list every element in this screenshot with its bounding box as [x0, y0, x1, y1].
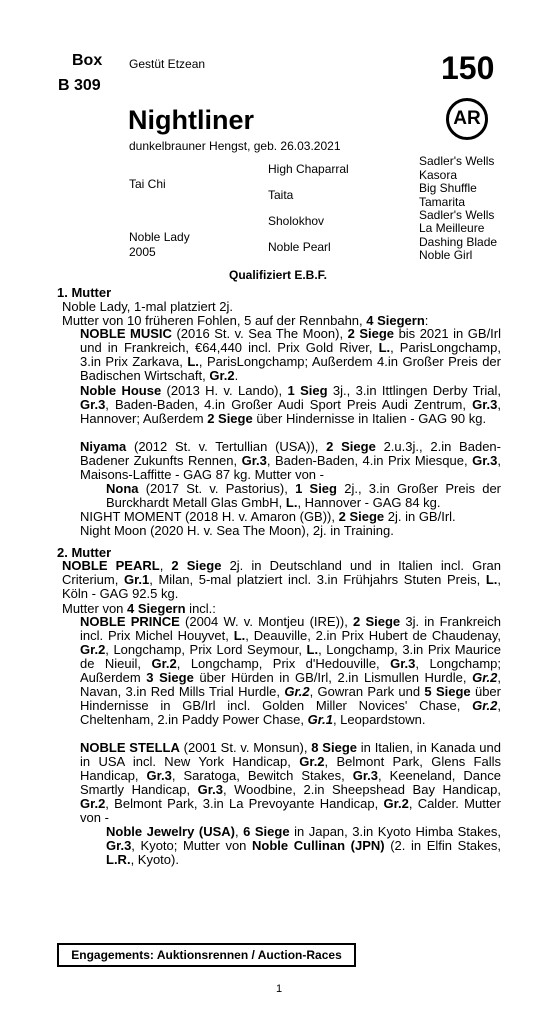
- horse-description: dunkelbrauner Hengst, geb. 26.03.2021: [129, 139, 341, 153]
- g3-ancestor: Noble Girl: [419, 248, 473, 262]
- lot-number: 150: [441, 50, 495, 86]
- g3-ancestor: Tamarita: [419, 195, 466, 209]
- progeny-noble-house: Noble House (2013 H. v. Lando), 1 Sieg 3j., 3.in Ittlingen Derby Trial, Gr.3, Baden-Baden, 4.in Großer Audi Sport Preis Audi Zentrum, Gr.3, Hannover; Außerdem 2 Siege über Hindernisse in Italien - GAG 90 kg.: [80, 383, 501, 426]
- progeny-niyama: Niyama (2012 St. v. Tertullian (USA)), 2 Siege 2.u.3j., 2.in Baden-Badener Zukunfts Rennen, Gr.3, Baden-Baden, 4.in Prix Miesque, Gr.3, Maisons-Laffitte - GAG 87 kg. Mutter von -: [80, 439, 501, 482]
- page-number: 1: [276, 983, 283, 995]
- sire-sire: High Chaparral: [268, 162, 349, 176]
- g3-ancestor: Big Shuffle: [419, 181, 477, 195]
- box-label: Box: [72, 52, 103, 69]
- progeny-night-moon: Night Moon (2020 H. v. Sea The Moon), 2j. in Training.: [80, 523, 394, 538]
- breeder: Gestüt Etzean: [129, 57, 206, 71]
- dam-summary: Noble Lady, 1-mal platziert 2j.: [62, 299, 234, 314]
- second-dam-noble-pearl: NOBLE PEARL, 2 Siege 2j. in Deutschland und in Italien incl. Gran Criterium, Gr.1, Milan, 5-mal platziert incl. 3.in Frühjahrs Stuten Preis, L., Köln - GAG 92.5 kg.: [62, 558, 502, 601]
- engagements-box: Engagements: Auktionsrennen / Auction-Races: [57, 943, 356, 967]
- dam-dam: Noble Pearl: [268, 240, 331, 254]
- dam-year: 2005: [129, 245, 156, 259]
- progeny-noble-stella: NOBLE STELLA (2001 St. v. Monsun), 8 Siege in Italien, in Kanada und in USA incl. New York Handicap, Gr.2, Belmont Park, Glens Falls Handicap, Gr.3, Saratoga, Bewitch Stakes, Gr.3, Keeneland, Dance Smartly Handicap, Gr.3, Woodbine, 2.in Sheepshead Bay Handicap, Gr.2, Belmont Park, 3.in La Prevoyante Handicap, Gr.2, Calder. Mutter von -: [80, 740, 502, 825]
- g3-ancestor: Sadler's Wells: [419, 154, 495, 168]
- qualification: Qualifiziert E.B.F.: [229, 268, 328, 282]
- progeny-nona: Nona (2017 St. v. Pastorius), 1 Sieg 2j., 3.in Großer Preis der Burckhardt Metall Glas GmbH, L., Hannover - GAG 84 kg.: [106, 481, 501, 510]
- g3-ancestor: Kasora: [419, 168, 458, 182]
- section-title-mutter-1: 1. Mutter: [57, 285, 112, 300]
- box-number: B 309: [58, 77, 101, 94]
- sire-dam: Taita: [268, 188, 294, 202]
- sire: Tai Chi: [129, 177, 166, 191]
- dam-sire: Sholokhov: [268, 214, 325, 228]
- dam-produce-summary: Mutter von 10 früheren Fohlen, 5 auf der Rennbahn, 4 Siegern:: [62, 313, 429, 328]
- ar-badge: AR: [446, 98, 488, 140]
- progeny-noble-prince: NOBLE PRINCE (2004 W. v. Montjeu (IRE)), 2 Siege 3j. in Frankreich incl. Prix Michel Houyvet, L., Deauville, 2.in Prix Hubert de Chaudenay, Gr.2, Longchamp, Prix Lord Seymour, L., Longchamp, 3.in Prix Maurice de Nieuil, Gr.2, Longchamp, Prix d'Hedouville, Gr.3, Longchamp; Außerdem 3 Siege über Hürden in GB/Irl, 2.in Lismullen Hurdle, Gr.2, Navan, 3.in Red Mills Trial Hurdle, Gr.2, Gowran Park und 5 Siege über Hindernisse in GB/Irl incl. Golden Miller Novices' Chase, Gr.2, Cheltenham, 2.in Paddy Power Chase, Gr.1, Leopardstown.: [80, 614, 502, 727]
- g3-ancestor: La Meilleure: [419, 221, 485, 235]
- g3-ancestor: Dashing Blade: [419, 235, 498, 249]
- horse-name: Nightliner: [128, 105, 254, 135]
- progeny-night-moment: NIGHT MOMENT (2018 H. v. Amaron (GB)), 2 Siege 2j. in GB/Irl.: [80, 509, 456, 524]
- dam: Noble Lady: [129, 230, 190, 244]
- progeny-noble-music: NOBLE MUSIC (2016 St. v. Sea The Moon), 2 Siege bis 2021 in GB/Irl und in Frankreich, €64,440 incl. Prix Gold River, L., ParisLongchamp, 3.in Prix Zarkava, L., ParisLongchamp; Außerdem 4.in Großer Preis der Badischen Wirtschaft, Gr.2.: [80, 326, 502, 383]
- progeny-noble-jewelry: Noble Jewelry (USA), 6 Siege in Japan, 3.in Kyoto Himba Stakes, Gr.3, Kyoto; Mutter von Noble Cullinan (JPN) (2. in Elfin Stakes, L.R., Kyoto).: [106, 824, 502, 867]
- g3-ancestor: Sadler's Wells: [419, 208, 495, 222]
- second-dam-produce-summary: Mutter von 4 Siegern incl.:: [62, 601, 216, 616]
- section-title-mutter-2: 2. Mutter: [57, 545, 112, 560]
